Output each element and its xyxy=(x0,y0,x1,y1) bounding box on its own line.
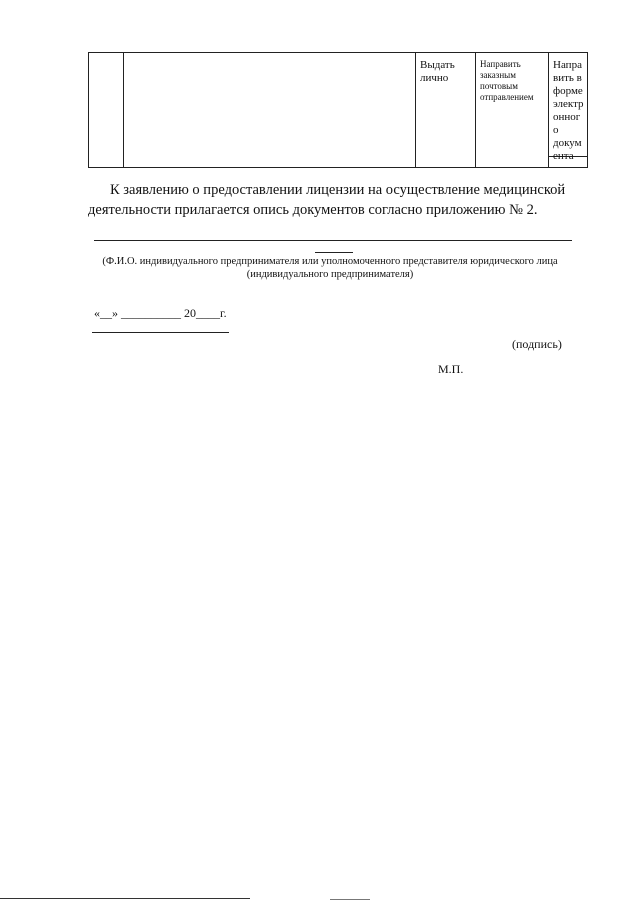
signature-line xyxy=(92,332,229,333)
cell-send-by-mail: Направить заказным почтовым отправлением xyxy=(480,59,534,102)
cell-send-electronic: Напра вить в форме электр онног о докум ента xyxy=(553,59,584,162)
table-divider xyxy=(415,53,416,167)
delivery-method-table xyxy=(88,52,588,168)
cell-give-personally: Выдать лично xyxy=(420,59,455,84)
short-rule xyxy=(315,252,353,253)
table-divider xyxy=(475,53,476,167)
scan-edge-line xyxy=(0,898,250,899)
signature-label: (подпись) xyxy=(512,337,562,351)
table-divider xyxy=(548,53,549,167)
date-line: «__» __________ 20____г. xyxy=(94,306,227,320)
fio-caption: (Ф.И.О. индивидуального предпринимателя или уполномоченного представителя юридического лица (индивидуального предпринимателя) xyxy=(102,256,558,280)
scan-edge-line xyxy=(330,899,370,900)
fio-line xyxy=(94,240,572,241)
table-divider xyxy=(123,53,124,167)
stamp-label: М.П. xyxy=(438,362,464,376)
attachment-paragraph: К заявлению о предоставлении лицензии на осуществление медицинской деятельности прилагается опись документов согласно приложению № 2. xyxy=(88,182,566,218)
